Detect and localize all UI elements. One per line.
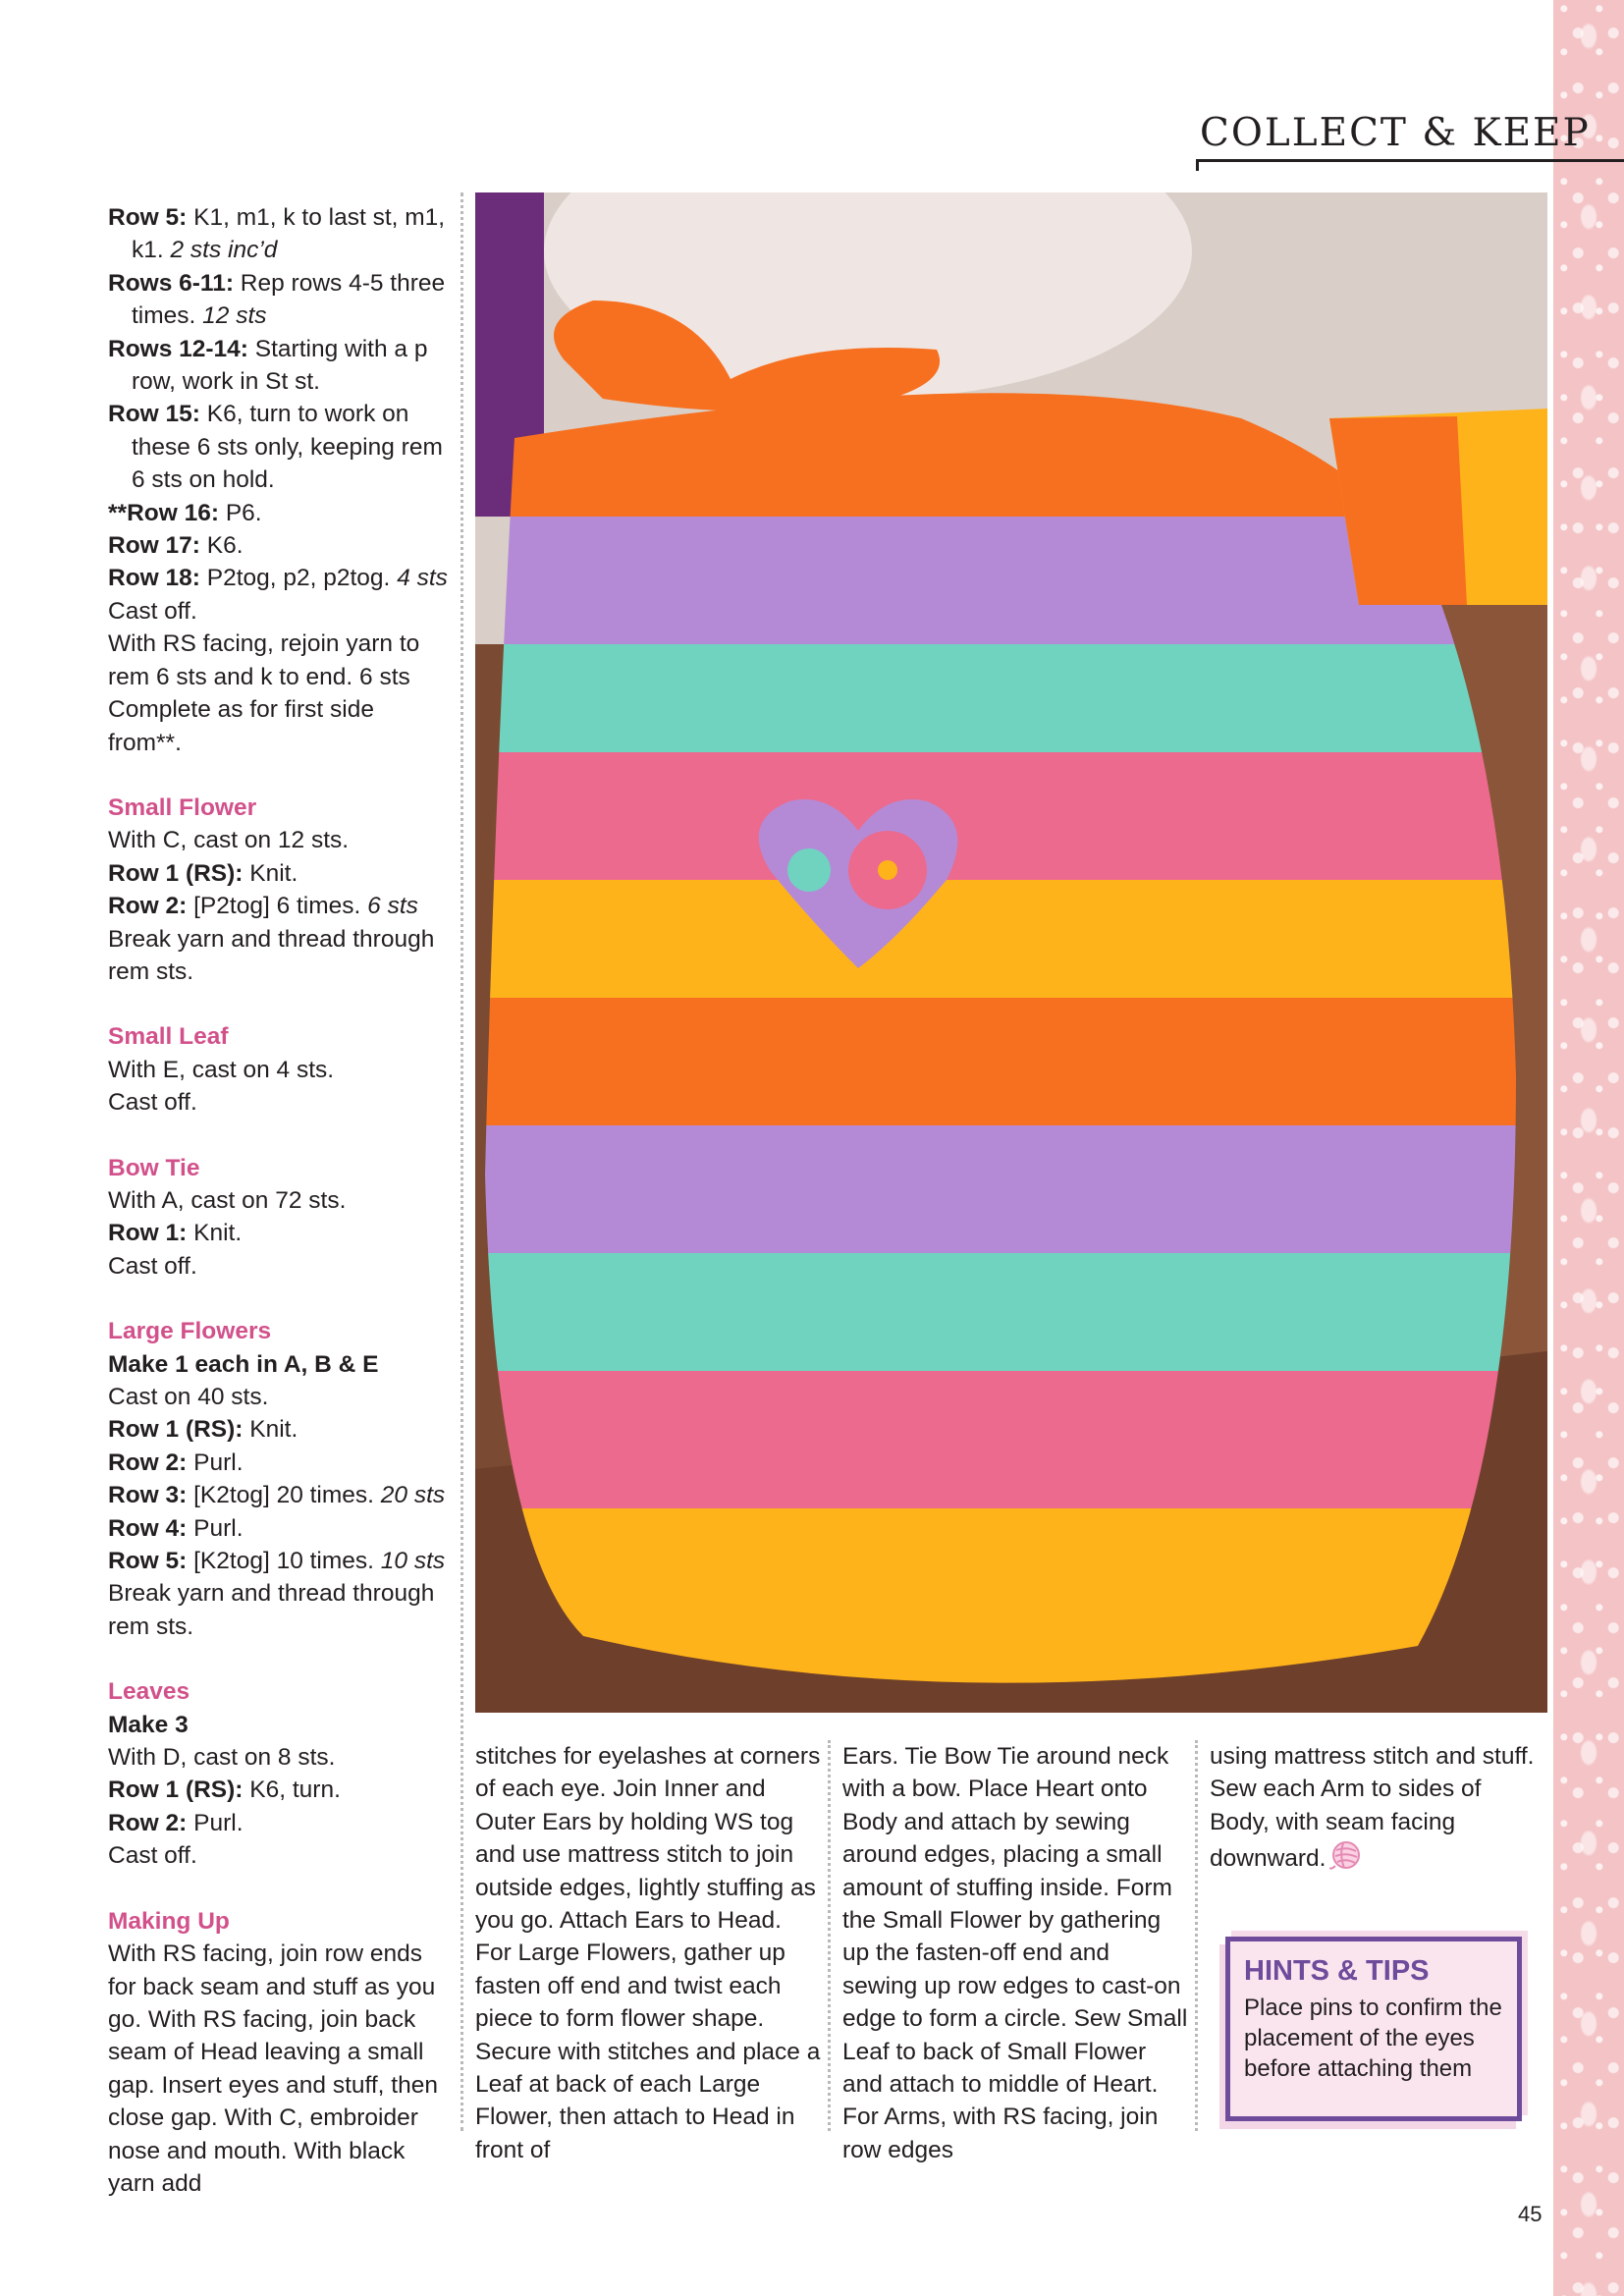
row-instruction: Row 5: K1, m1, k to last st, m1, k1. 2 sts inc’d <box>108 204 446 264</box>
row-instruction: Row 3: [K2tog] 20 times. 20 sts <box>108 1482 446 1509</box>
column-divider <box>828 1740 831 2131</box>
section-heading-small-flower: Small Flower <box>108 793 257 821</box>
instruction-line: With C, cast on 12 sts. <box>108 827 350 854</box>
complete-instruction: Complete as for first side from**. <box>108 696 374 756</box>
making-up-text: Ears. Tie Bow Tie around neck with a bow. Place Heart onto Body and attach by sewing around edges, placing a small amount of stuffing inside. Form the Small Flower by gathering up the fasten-off end and sewing up row edges to cast-on edge to form a circle. Sew Small Leaf to back of Small Flower and attach to middle of Heart. For Arms, with RS facing, join row edges <box>842 1743 1188 2163</box>
yarn-ball-icon <box>1329 1838 1363 1881</box>
pattern-column-c <box>842 1740 1188 2166</box>
row-instruction: Row 1 (RS): Knit. <box>108 859 298 887</box>
hints-body: Place pins to confirm the placement of the eyes before attaching them <box>1244 1995 1502 2082</box>
row-instruction: Rows 12-14: Starting with a p row, work in St st. <box>108 335 428 396</box>
instruction-line: Cast on 40 sts. <box>108 1384 269 1410</box>
cast-off-line: Cast off. <box>108 597 197 625</box>
instruction-line: Cast off. <box>108 1252 197 1280</box>
make-note: Make 3 <box>108 1711 189 1738</box>
column-divider <box>1195 1740 1198 2131</box>
row-instruction: **Row 16: P6. <box>108 499 262 526</box>
header-rule <box>1196 159 1624 162</box>
pattern-column-left <box>108 201 454 2200</box>
row-instruction: Row 5: [K2tog] 10 times. 10 sts <box>108 1548 446 1575</box>
row-instruction: Row 4: Purl. <box>108 1514 244 1542</box>
section-heading-large-flowers: Large Flowers <box>108 1318 272 1345</box>
instruction-line: With A, cast on 72 sts. <box>108 1186 347 1214</box>
row-instruction: Row 17: K6. <box>108 532 244 560</box>
making-up-text: stitches for eyelashes at corners of each eye. Join Inner and Outer Ears by holding WS tog and use mattress stitch to join outside edges, lightly stuffing as you go. Attach Ears to Head. For Large Flowers, gather up fasten off end and twist each piece to form flower shape. Secure with stitches and place a Leaf at back of each Large Flower, then attach to Head in front of <box>475 1743 821 2163</box>
instruction-line: Cast off. <box>108 1089 197 1117</box>
section-heading-bow-tie: Bow Tie <box>108 1154 200 1181</box>
instruction-line: Break yarn and thread through rem sts. <box>108 1580 435 1640</box>
page-number: 45 <box>1518 2202 1543 2226</box>
section-heading-making-up: Making Up <box>108 1907 230 1935</box>
row-instruction: Row 1: Knit. <box>108 1220 243 1247</box>
row-instruction: Row 2: Purl. <box>108 1809 244 1836</box>
row-instruction: Row 1 (RS): Knit. <box>108 1416 298 1444</box>
section-header <box>1196 110 1624 162</box>
instruction-line: Break yarn and thread through rem sts. <box>108 925 435 985</box>
row-instruction: Row 15: K6, turn to work on these 6 sts only, keeping rem 6 sts on hold. <box>108 401 443 494</box>
hints-and-tips-box <box>1225 1937 1522 2121</box>
row-instruction: Row 18: P2tog, p2, p2tog. 4 sts <box>108 565 448 592</box>
rejoin-instruction: With RS facing, rejoin yarn to rem 6 sts and k to end. 6 sts <box>108 630 420 690</box>
decorative-border <box>1553 0 1624 2296</box>
row-instruction: Row 2: Purl. <box>108 1449 244 1476</box>
hints-title: HINTS & TIPS <box>1244 1955 1430 1987</box>
project-photo <box>475 192 1547 1713</box>
instruction-line: With E, cast on 4 sts. <box>108 1056 335 1083</box>
section-heading-small-leaf: Small Leaf <box>108 1023 229 1051</box>
pattern-column-d <box>1210 1740 1543 1882</box>
make-note: Make 1 each in A, B & E <box>108 1350 379 1378</box>
instruction-line: With D, cast on 8 sts. <box>108 1744 336 1772</box>
row-instruction: Row 2: [P2tog] 6 times. 6 sts <box>108 893 418 920</box>
making-up-text: With RS facing, join row ends for back seam and stuff as you go. With RS facing, join back seam of Head leaving a small gap. Insert eyes and stuff, then close gap. With C, embroider nose and mouth. With black yarn add <box>108 1941 438 2197</box>
section-title: COLLECT & KEEP <box>1200 111 1591 155</box>
instruction-line: Cast off. <box>108 1842 197 1870</box>
knitted-bunny-body-image <box>475 192 1547 1713</box>
row-instruction: Rows 6-11: Rep rows 4-5 three times. 12 sts <box>108 269 446 330</box>
section-heading-leaves: Leaves <box>108 1678 190 1706</box>
column-divider <box>460 192 463 2131</box>
pattern-column-b <box>475 1740 821 2166</box>
making-up-text: using mattress stitch and stuff. Sew each Arm to sides of Body, with seam facing downward. <box>1210 1740 1543 1882</box>
row-instruction: Row 1 (RS): K6, turn. <box>108 1777 341 1804</box>
